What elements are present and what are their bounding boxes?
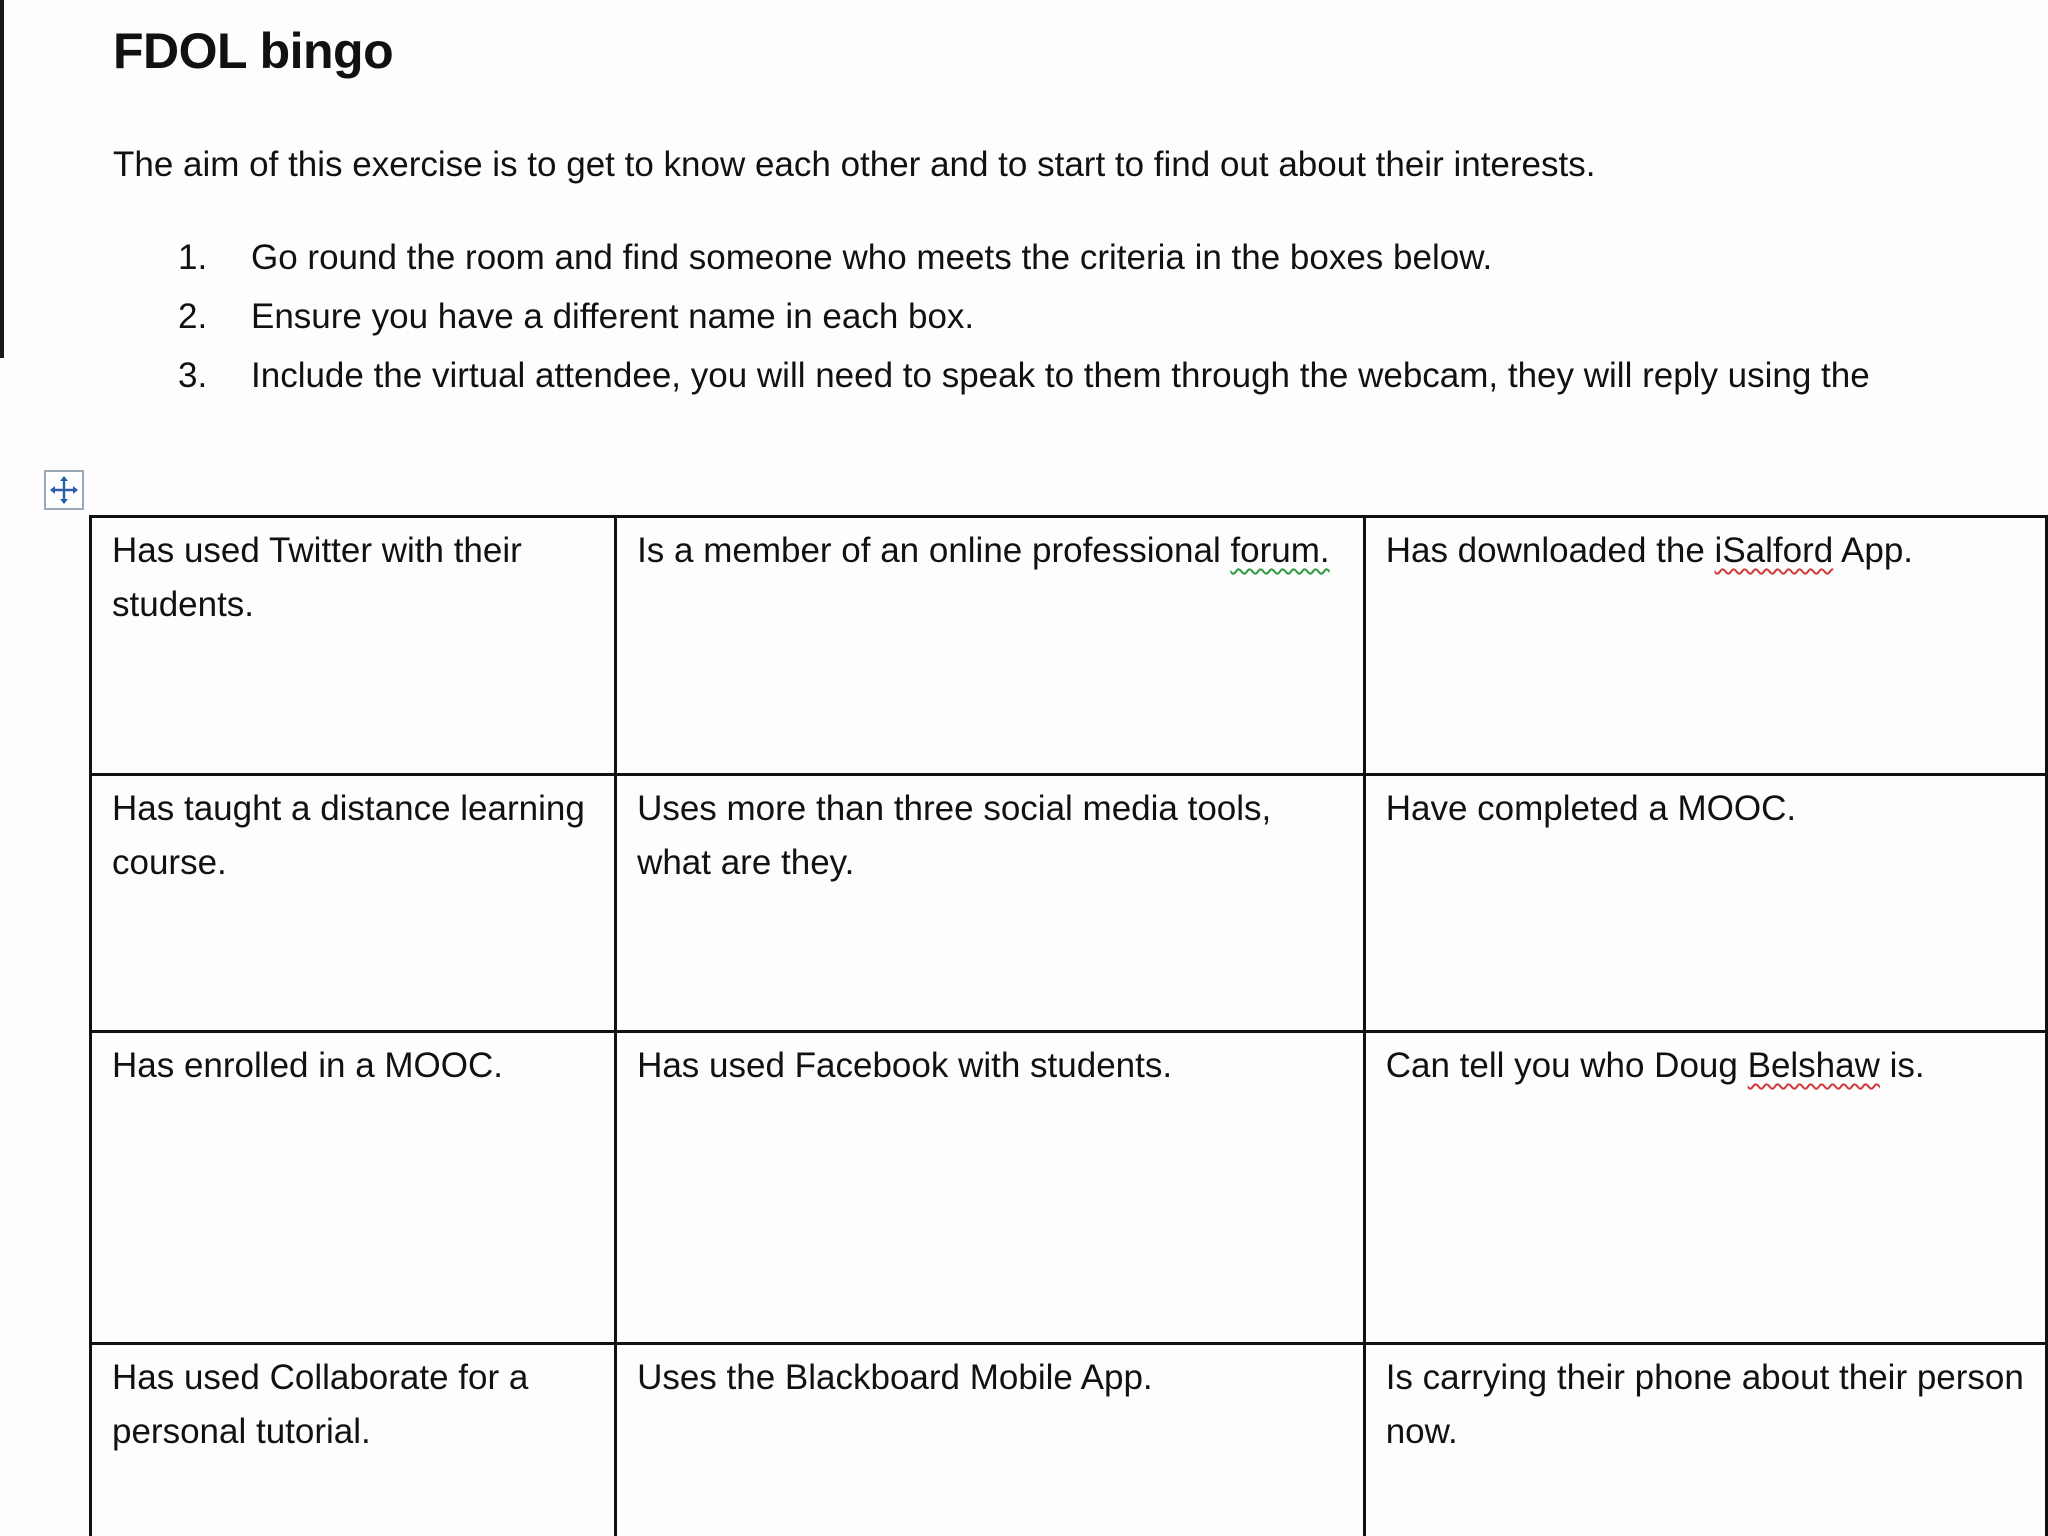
bingo-cell[interactable] <box>1364 1344 2046 1536</box>
cell-text: Has taught a distance learning course. <box>112 789 585 882</box>
bingo-cell[interactable] <box>616 517 1365 775</box>
bingo-cell[interactable] <box>91 775 616 1032</box>
left-margin-bar <box>0 0 4 358</box>
list-item-text: Include the virtual attendee, you will need to speak to them through the webcam, they will reply using the <box>251 356 1870 395</box>
cell-text: Has used Facebook with students. <box>637 1046 1173 1085</box>
bingo-cell[interactable] <box>91 1032 616 1344</box>
list-item-text: Ensure you have a different name in each box. <box>251 297 975 336</box>
cell-text-after: App. <box>1833 531 1914 570</box>
cell-text: Uses the Blackboard Mobile App. <box>637 1358 1153 1397</box>
bingo-table <box>89 515 2048 1536</box>
bingo-cell[interactable] <box>616 1344 1365 1536</box>
bingo-cell[interactable] <box>616 775 1365 1032</box>
grammar-flagged-word[interactable]: forum. <box>1230 531 1330 570</box>
spelling-flagged-word[interactable]: iSalford <box>1714 531 1834 570</box>
cell-text: Has used Collaborate for a personal tutorial. <box>112 1358 529 1451</box>
bingo-cell[interactable] <box>91 517 616 775</box>
list-number: 3. <box>178 356 208 395</box>
bingo-cell[interactable] <box>1364 1032 2046 1344</box>
cell-text: Has used Twitter with their students. <box>112 531 522 624</box>
document-title: FDOL bingo <box>113 23 394 79</box>
cell-text: Can tell you who Doug <box>1385 1046 1748 1085</box>
cell-text-after: is. <box>1879 1046 1925 1085</box>
bingo-cell[interactable] <box>616 1032 1365 1344</box>
table-row <box>91 517 2047 775</box>
table-row <box>91 1032 2047 1344</box>
move-arrows-icon <box>49 475 79 505</box>
bingo-cell[interactable] <box>1364 775 2046 1032</box>
list-number: 2. <box>178 297 208 336</box>
cell-text: Is a member of an online professional <box>637 531 1231 570</box>
table-move-handle[interactable] <box>44 470 84 510</box>
cell-text: Uses more than three social media tools, what are they. <box>637 789 1272 882</box>
cell-text: Has enrolled in a MOOC. <box>112 1046 503 1085</box>
intro-paragraph: The aim of this exercise is to get to know each other and to start to find out about their interests. <box>113 145 1596 184</box>
cell-text: Has downloaded the <box>1385 531 1715 570</box>
spelling-flagged-word[interactable]: Belshaw <box>1747 1046 1880 1085</box>
table-row <box>91 1344 2047 1536</box>
bingo-cell[interactable] <box>91 1344 616 1536</box>
cell-text: Have completed a MOOC. <box>1385 789 1797 828</box>
table-row <box>91 775 2047 1032</box>
list-item-text: Go round the room and find someone who meets the criteria in the boxes below. <box>251 238 1493 277</box>
bingo-cell[interactable] <box>1364 517 2046 775</box>
list-number: 1. <box>178 238 208 277</box>
cell-text: Is carrying their phone about their person now. <box>1385 1358 2024 1451</box>
